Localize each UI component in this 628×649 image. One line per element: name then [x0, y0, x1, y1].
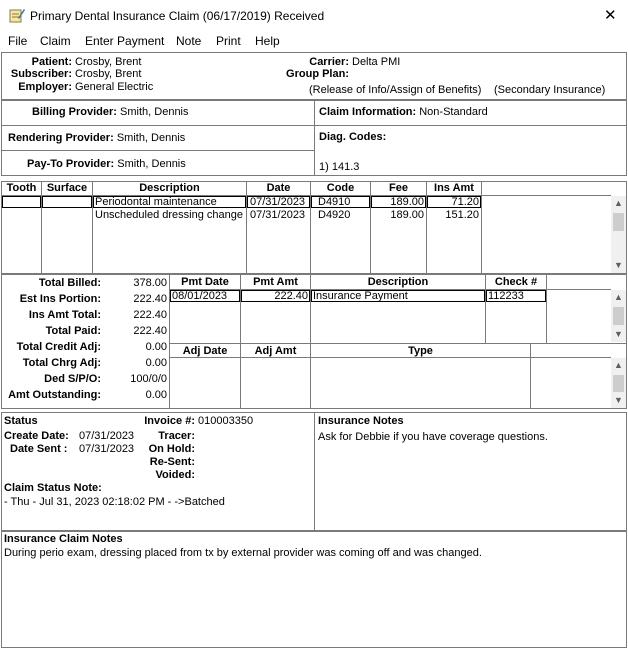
amt-outstanding-value: 0.00 [145, 389, 167, 401]
patient-value: Crosby, Brent [75, 56, 142, 68]
ded-spo-label: Ded S/P/O: [44, 373, 101, 385]
col-pmt-amt[interactable]: Pmt Amt [253, 276, 298, 288]
scroll-down-icon[interactable]: ▼ [614, 260, 623, 270]
pmt-date: 08/01/2023 [172, 290, 228, 302]
total-paid-label: Total Paid: [45, 325, 101, 337]
claim-status-note-value[interactable]: - Thu - Jul 31, 2023 02:18:02 PM - ->Batched [4, 496, 225, 508]
scroll-up-icon[interactable]: ▲ [614, 292, 623, 302]
employer-value: General Electric [75, 81, 154, 93]
scrollbar-thumb[interactable] [613, 375, 624, 392]
proc-code: D4910 [318, 196, 351, 208]
rendering-provider [8, 132, 185, 144]
diag-code-1: 1) 141.3 [319, 161, 360, 173]
carrier-value: Delta PMI [352, 56, 401, 68]
payments-scrollbar[interactable] [611, 290, 626, 342]
proc-fee: 189.00 [390, 209, 424, 221]
adjustments-scrollbar[interactable] [611, 358, 626, 408]
proc-description: Unscheduled dressing change [95, 209, 243, 221]
carrier-label: Carrier: [309, 56, 349, 68]
proc-description: Periodontal maintenance [95, 196, 217, 208]
total-billed-label: Total Billed: [38, 277, 101, 289]
claim-app-icon [9, 7, 25, 23]
menu-claim[interactable]: Claim [40, 34, 71, 48]
est-ins-value: 222.40 [133, 293, 167, 305]
col-pmt-description[interactable]: Description [367, 276, 429, 288]
proc-date: 07/31/2023 [250, 196, 306, 208]
claim-status-note-label: Claim Status Note: [4, 482, 102, 494]
claim-information-label: Claim Information: [319, 106, 417, 118]
proc-ins-amt: 71.20 [451, 196, 479, 208]
col-tooth[interactable]: Tooth [6, 182, 37, 194]
total-paid-value: 222.40 [133, 325, 167, 337]
menu-file[interactable]: File [8, 34, 28, 48]
total-billed-value: 378.00 [133, 277, 167, 289]
amt-outstanding-label: Amt Outstanding: [8, 389, 101, 401]
ins-amt-total-label: Ins Amt Total: [28, 309, 101, 321]
pmt-check-number: 112233 [488, 290, 524, 302]
total-chrg-adj-label: Total Chrg Adj: [22, 357, 101, 369]
menu-help[interactable]: Help [255, 34, 280, 48]
menu-bar [0, 31, 628, 52]
date-sent-value: 07/31/2023 [79, 443, 135, 455]
est-ins-label: Est Ins Portion: [19, 293, 101, 305]
resent-label: Re-Sent: [149, 456, 195, 468]
billing-provider [32, 106, 189, 118]
col-date[interactable]: Date [266, 182, 291, 194]
scroll-up-icon[interactable]: ▲ [614, 198, 623, 208]
col-surface[interactable]: Surface [46, 182, 88, 194]
claim-information-value: Non-Standard [419, 106, 488, 118]
insurance-notes-text[interactable]: Ask for Debbie if you have coverage questions. [318, 431, 548, 443]
total-chrg-adj-value: 0.00 [145, 357, 167, 369]
subscriber-value: Crosby, Brent [75, 68, 142, 80]
create-date-label: Create Date: [4, 430, 69, 442]
group-plan-label: Group Plan: [286, 68, 349, 80]
total-credit-adj-label: Total Credit Adj: [16, 341, 101, 353]
title-bar [0, 0, 628, 31]
create-date-value: 07/31/2023 [79, 430, 135, 442]
col-pmt-date[interactable]: Pmt Date [181, 276, 229, 288]
col-check-number[interactable]: Check # [494, 276, 538, 288]
col-adj-type[interactable]: Type [408, 345, 433, 357]
subscriber-label: Subscriber: [10, 68, 72, 80]
invoice-label: Invoice #: [144, 415, 195, 427]
payto-provider [27, 158, 186, 170]
voided-label: Voided: [155, 469, 195, 481]
payto-provider-value: Smith, Dennis [117, 158, 186, 170]
rendering-provider-value: Smith, Dennis [116, 132, 186, 144]
employer-label: Employer: [18, 81, 72, 93]
window-title: Primary Dental Insurance Claim (06/17/2019) Received [30, 9, 325, 23]
billing-provider-label: Billing Provider: [32, 106, 117, 118]
ded-spo-value: 100/0/0 [130, 373, 167, 385]
claim-information [319, 106, 488, 118]
procedures-scrollbar[interactable] [611, 196, 626, 273]
menu-enter-payment[interactable]: Enter Payment [85, 34, 165, 48]
menu-print[interactable]: Print [216, 34, 241, 48]
status-label: Status [4, 415, 38, 427]
patient-label: Patient: [31, 56, 72, 68]
billing-provider-value: Smith, Dennis [120, 106, 189, 118]
claim-notes-label: Insurance Claim Notes [4, 533, 123, 545]
col-fee[interactable]: Fee [389, 182, 408, 194]
scrollbar-thumb[interactable] [613, 213, 624, 231]
invoice-value: 010003350 [198, 415, 254, 427]
insurance-notes-label: Insurance Notes [318, 415, 404, 427]
scroll-down-icon[interactable]: ▼ [614, 395, 623, 405]
proc-fee: 189.00 [390, 196, 424, 208]
date-sent-label: Date Sent : [10, 443, 68, 455]
col-code[interactable]: Code [326, 182, 355, 194]
scroll-down-icon[interactable]: ▼ [614, 329, 623, 339]
col-ins-amt[interactable]: Ins Amt [434, 182, 474, 194]
col-description[interactable]: Description [139, 182, 200, 194]
payto-provider-label: Pay-To Provider: [27, 158, 115, 170]
proc-date: 07/31/2023 [250, 209, 306, 221]
rendering-provider-label: Rendering Provider: [8, 132, 114, 144]
diag-codes-label: Diag. Codes: [319, 131, 387, 143]
proc-code: D4920 [318, 209, 351, 221]
claim-notes-text[interactable]: During perio exam, dressing placed from tx by external provider was coming off and was changed. [4, 547, 482, 559]
total-credit-adj-value: 0.00 [145, 341, 167, 353]
scrollbar-thumb[interactable] [613, 307, 624, 325]
scroll-up-icon[interactable]: ▲ [614, 360, 623, 370]
menu-note[interactable]: Note [176, 34, 202, 48]
release-of-info-note: (Release of Info/Assign of Benefits) [309, 84, 482, 96]
proc-ins-amt: 151.20 [445, 209, 479, 221]
tracer-label: Tracer: [158, 430, 195, 442]
ins-amt-total-value: 222.40 [133, 309, 167, 321]
secondary-insurance-note: (Secondary Insurance) [494, 84, 606, 96]
col-adj-date[interactable]: Adj Date [182, 345, 228, 357]
pmt-amt: 222.40 [274, 290, 308, 302]
col-adj-amt[interactable]: Adj Amt [254, 345, 297, 357]
close-icon[interactable]: ✕ [604, 7, 617, 24]
pmt-description: Insurance Payment [313, 290, 408, 302]
on-hold-label: On Hold: [148, 443, 195, 455]
